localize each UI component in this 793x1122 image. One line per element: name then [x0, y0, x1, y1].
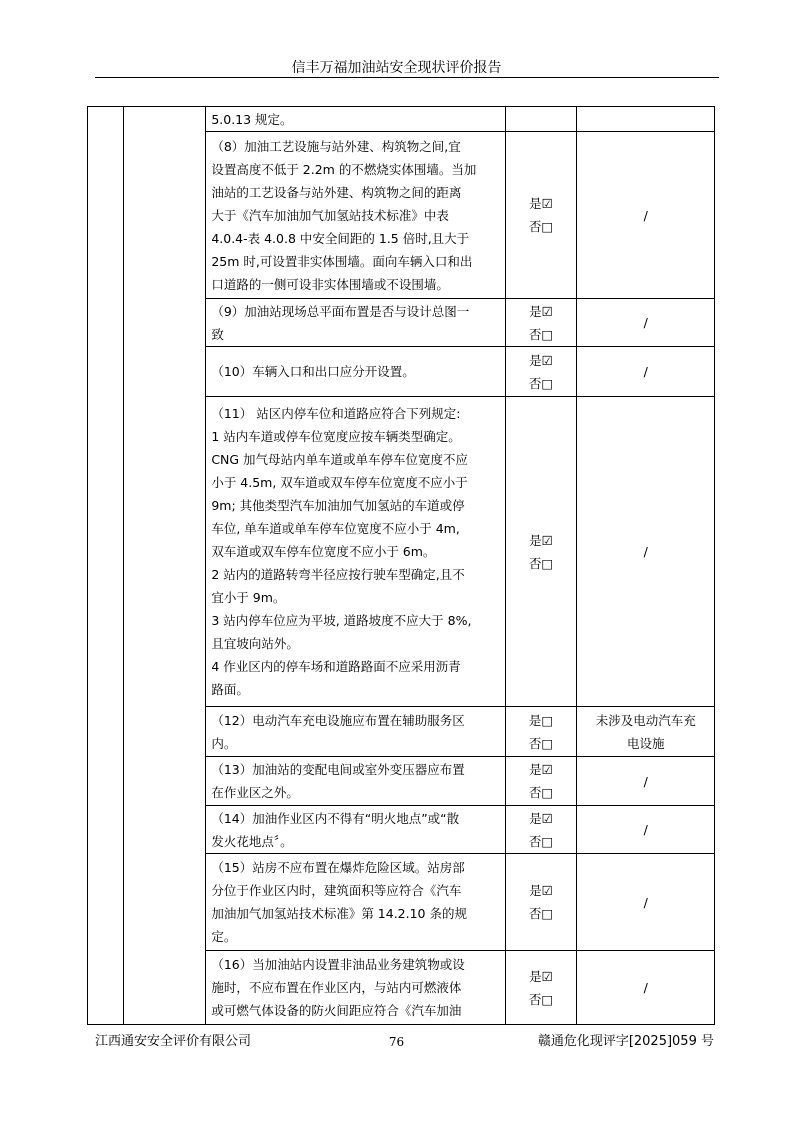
no-checkbox: 否□: [528, 785, 554, 800]
yes-checkbox: 是☑: [529, 762, 553, 777]
yes-checkbox: 是□: [528, 712, 554, 728]
header-divider: [95, 77, 719, 78]
requirement-cell: （10）车辆入口和出口应分开设置。: [206, 347, 505, 397]
yes-checkbox: 是☑: [529, 303, 553, 319]
footer-document-number: 赣通危化现评字[2025]059 号: [537, 1034, 714, 1049]
yes-checkbox: 是☑: [529, 352, 553, 368]
remark-cell: /: [577, 951, 715, 1025]
no-checkbox: 否□: [528, 991, 554, 1007]
yes-checkbox: 是☑: [529, 968, 553, 984]
result-cell: [505, 757, 577, 806]
remark-cell: /: [577, 397, 715, 707]
requirement-cell: （8）加油工艺设施与站外建、构筑物之间,宜 设置高度不低于 2.2m 的不燃烧实体围墙。当加 油站的工艺设备与站外建、构筑物之间的距离 大于《汽车加油加气加氢站技术标准》中表 4.0.4-表 4.0.8 中安全间距的 1.5 倍时,且大于 25m 时,可设置非实体围墙。面向车辆入口和出 口道路的一侧可设非实体围墙或不设围墙。: [206, 132, 505, 299]
remark-cell: [577, 107, 715, 132]
result-cell: [505, 299, 577, 347]
remark-cell: /: [577, 299, 715, 347]
no-checkbox: 否□: [528, 375, 554, 391]
result-cell: [505, 806, 577, 854]
remark-cell: /: [577, 854, 715, 951]
requirement-cell: （13）加油站的变配电间或室外变压器应布置 在作业区之外。: [206, 757, 505, 806]
requirement-cell: （16）当加油站内设置非油品业务建筑物或设 施时，不应布置在作业区内，与站内可燃液体 或可燃气体设备的防火间距应符合《汽车加油: [206, 951, 505, 1025]
remark-cell: /: [577, 132, 715, 299]
checklist-table: [87, 106, 715, 1025]
result-cell: [505, 347, 577, 397]
requirement-cell: （15）站房不应布置在爆炸危险区域。站房部 分位于作业区内时，建筑面积等应符合《汽车 加油加气加氢站技术标准》第 14.2.10 条的规 定。: [206, 854, 505, 951]
item-cell: [124, 107, 206, 1025]
result-cell: [505, 397, 577, 707]
no-checkbox: 否□: [528, 555, 554, 571]
page-header-title: 信丰万福加油站安全现状评价报告: [291, 60, 502, 76]
no-checkbox: 否□: [528, 833, 554, 849]
no-checkbox: 否□: [528, 219, 554, 234]
footer-company: 江西通安安全评价有限公司: [95, 1034, 252, 1049]
result-cell: [505, 107, 577, 132]
yes-checkbox: 是☑: [529, 196, 553, 211]
yes-checkbox: 是☑: [529, 810, 553, 826]
yes-checkbox: 是☑: [529, 883, 553, 898]
remark-cell: /: [577, 757, 715, 806]
no-checkbox: 否□: [528, 906, 554, 921]
result-cell: [505, 132, 577, 299]
remark-cell: /: [577, 806, 715, 854]
no-checkbox: 否□: [528, 326, 554, 342]
result-cell: [505, 951, 577, 1025]
requirement-cell: （11） 站区内停车位和道路应符合下列规定: 1 站内车道或停车位宽度应按车辆类型确定。 CNG 加气母站内单车道或单车停车位宽度不应 小于 4.5m, 双车道或双车停车位宽度不应小于 9m; 其他类型汽车加油加气加氢站的车道或停 车位, 单车道或单车停车位宽度不应小于 4m, 双车道或双车停车位宽度不应小于 6m。 2 站内的道路转弯半径应按行驶车型确定,且不 宜小于 9m。 3 站内停车位应为平坡, 道路坡度不应大于 8%, 且宜坡向站外。 4 作业区内的停车场和道路路面不应采用沥青 路面。: [206, 397, 505, 707]
requirement-cell: （14）加油作业区内不得有“明火地点”或“散 发火花地点〞。: [206, 806, 505, 854]
requirement-cell: （12）电动汽车充电设施应布置在辅助服务区 内。: [206, 707, 505, 757]
category-cell: [88, 107, 124, 1025]
no-checkbox: 否□: [528, 735, 554, 751]
result-cell: [505, 707, 577, 757]
remark-cell: 未涉及电动汽车充 电设施: [577, 707, 715, 757]
page-number: 76: [388, 1035, 405, 1049]
result-cell: [505, 854, 577, 951]
requirement-cell: 5.0.13 规定。: [206, 107, 505, 132]
table-row: [88, 107, 715, 132]
remark-cell: /: [577, 347, 715, 397]
yes-checkbox: 是☑: [529, 532, 553, 548]
requirement-cell: （9）加油站现场总平面布置是否与设计总图一 致: [206, 299, 505, 347]
